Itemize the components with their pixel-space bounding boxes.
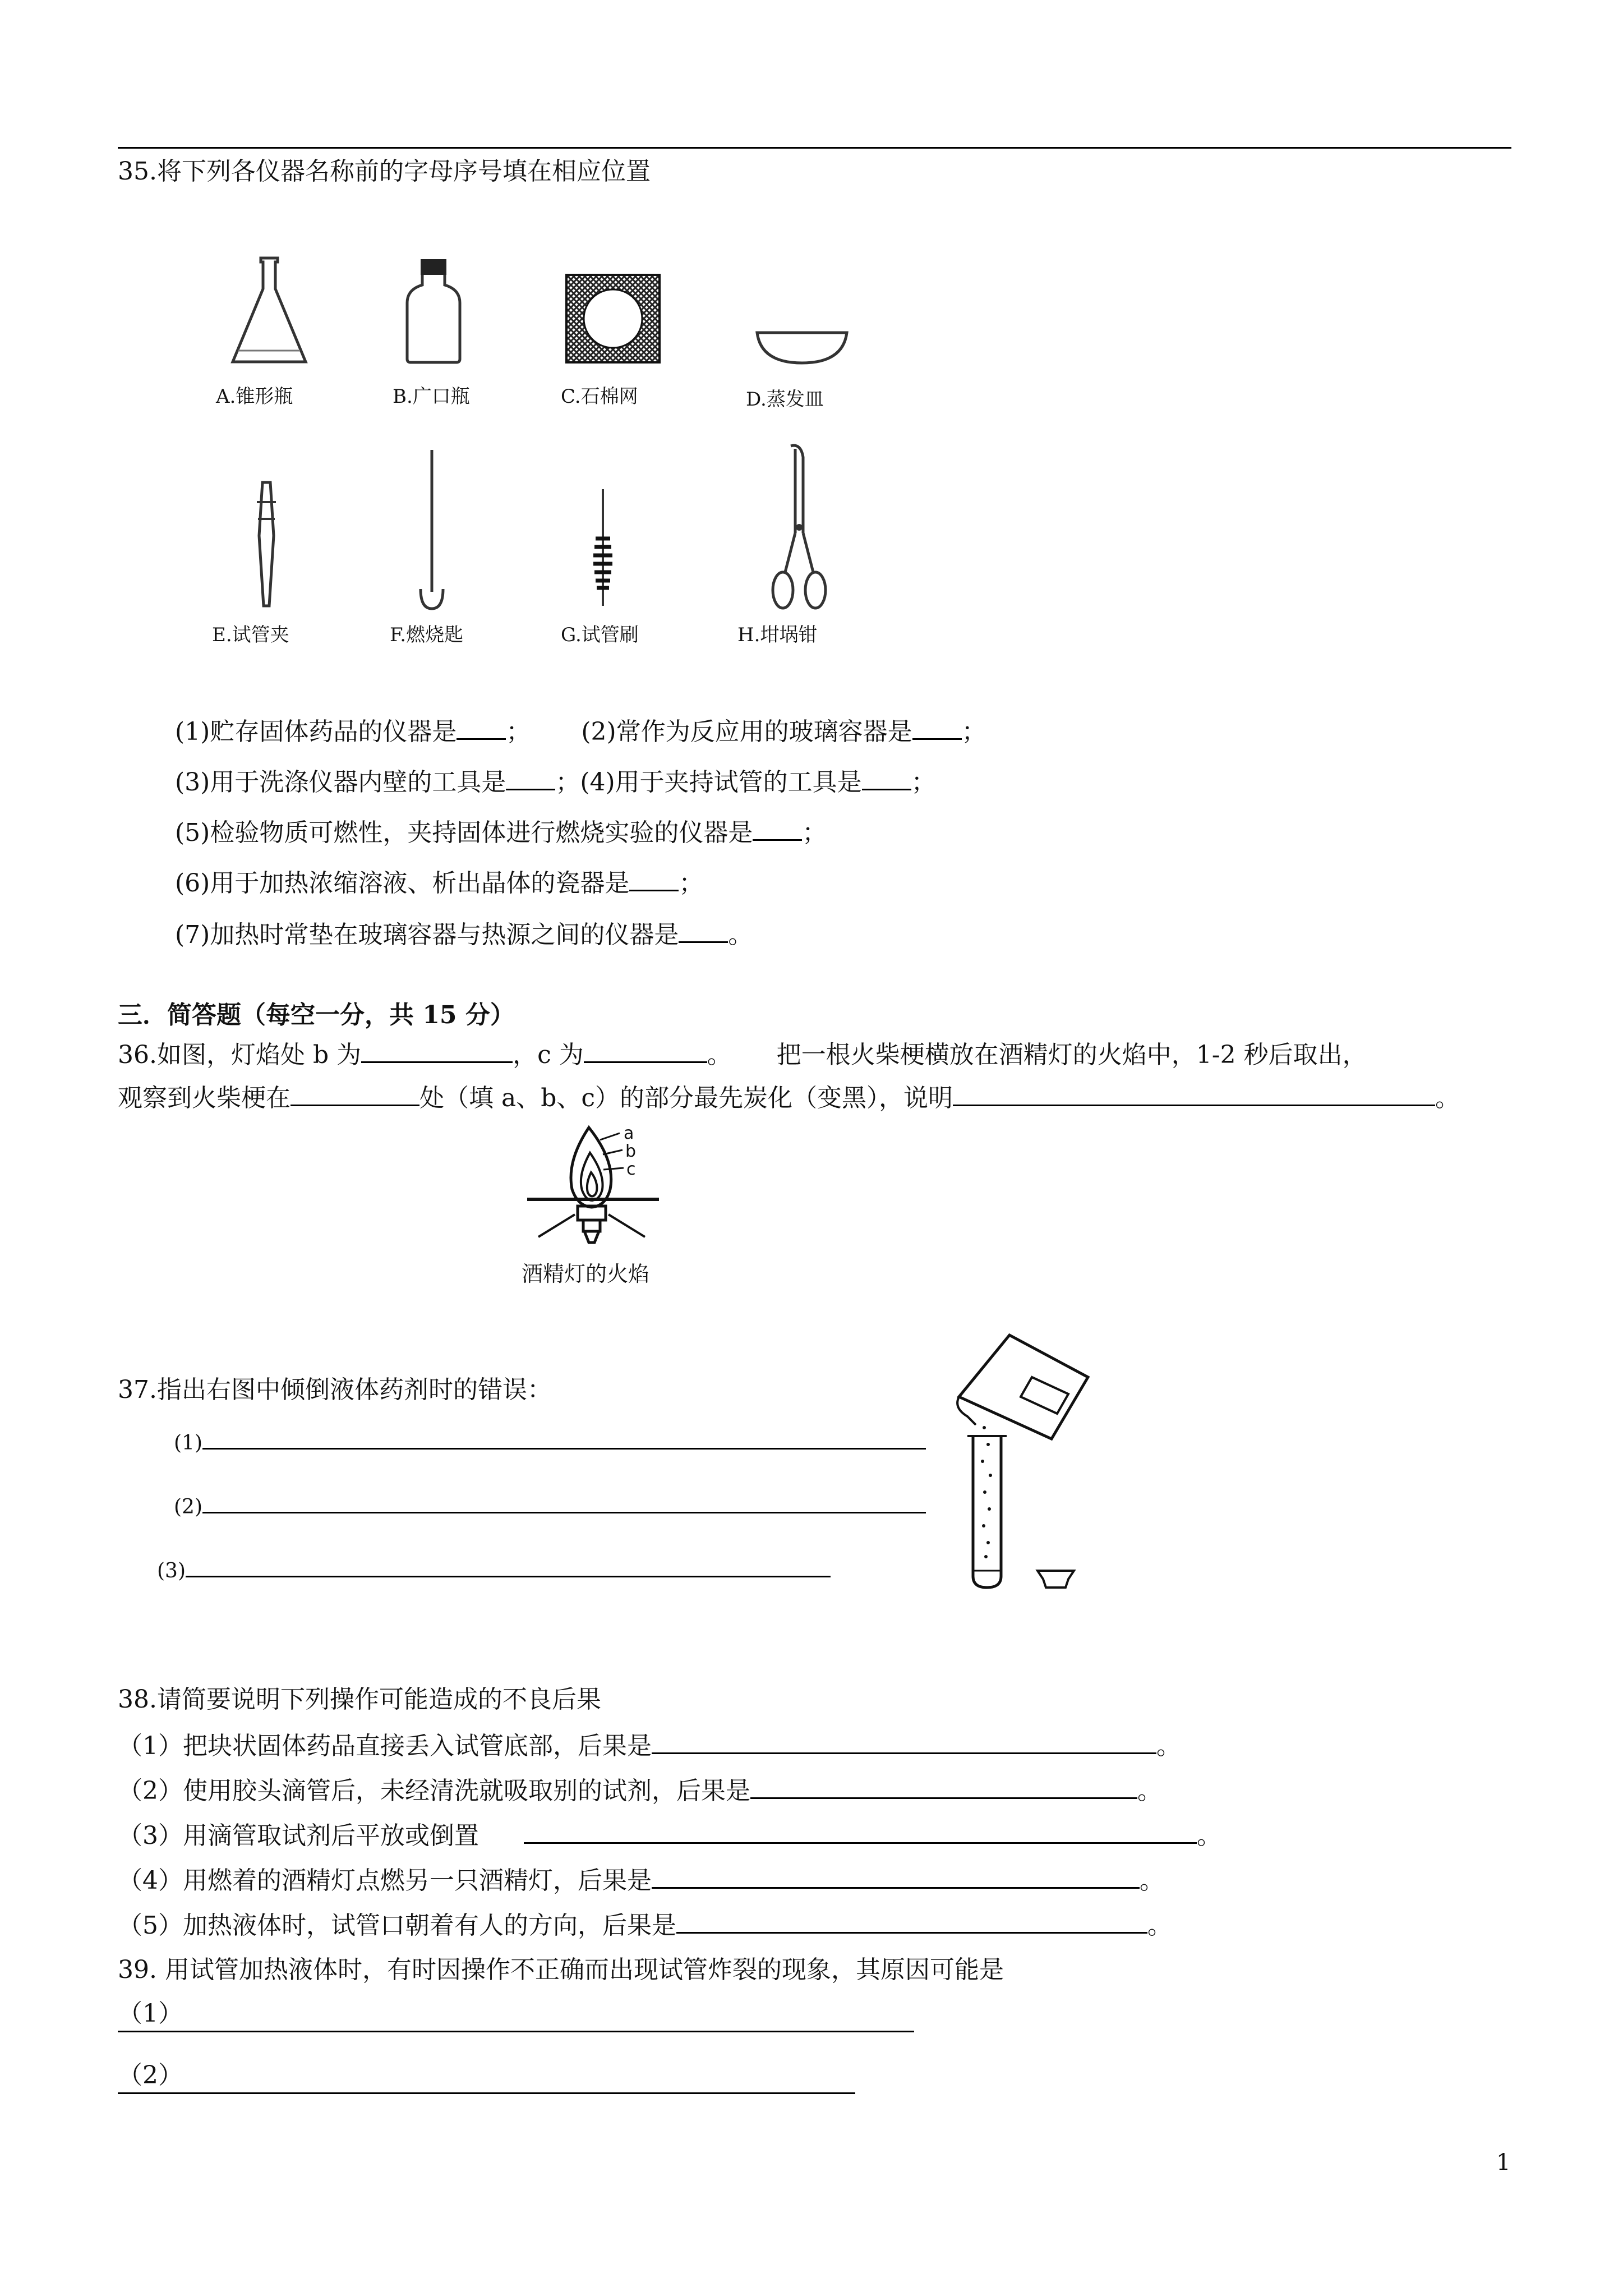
q39-item-2 (118, 2061, 855, 2103)
section-heading: 三．简答题（每空一分，共 15 分） (118, 1001, 515, 1029)
answer-line[interactable] (652, 1862, 1140, 1889)
answer-blank[interactable] (753, 815, 802, 841)
answer-line[interactable] (202, 1431, 926, 1450)
figure-caption: 酒精灯的火焰 (522, 1262, 650, 1286)
q35-title: 35.将下列各仪器名称前的字母序号填在相应位置 (118, 157, 651, 186)
instrument-label-c: C.石棉网 (561, 385, 638, 408)
answer-line[interactable] (186, 1559, 831, 1577)
q38-item-3: （3）用滴管取试剂后平放或倒置 。 (118, 1818, 1221, 1853)
q38-title: 38.请简要说明下列操作可能造成的不良后果 (118, 1685, 601, 1714)
instrument-label-f: F.燃烧匙 (390, 624, 464, 646)
answer-blank[interactable] (629, 865, 679, 891)
instrument-label-e: E.试管夹 (212, 624, 289, 646)
q38-item-5: （5）加热液体时，试管口朝着有人的方向，后果是 。 (118, 1907, 1172, 1943)
conical-flask-icon (227, 255, 311, 367)
q38-item-1: （1）把块状固体药品直接丢入试管底部，后果是 。 (118, 1728, 1181, 1763)
answer-line[interactable] (524, 1818, 1197, 1844)
q35-item-7: (7)加热时常垫在玻璃容器与热源之间的仪器是 。 (175, 917, 753, 952)
q35-item-3-4: (3)用于洗涤仪器内壁的工具是 ；(4)用于夹持试管的工具是 ； (175, 764, 936, 799)
test-tube-holder-icon (247, 480, 286, 609)
answer-blank[interactable] (361, 1037, 513, 1063)
flame-label-c: c (626, 1159, 636, 1179)
alcohol-lamp-flame-figure (522, 1122, 667, 1257)
q37-title: 37.指出右图中倾倒液体药剂时的错误： (118, 1375, 552, 1404)
instrument-label-a: A.锥形瓶 (216, 385, 293, 408)
q37-item-1: (1) (174, 1429, 926, 1457)
wide-mouth-bottle-icon (403, 258, 464, 365)
flame-label-a: a (624, 1124, 634, 1143)
q37-item-2: (2) (174, 1493, 926, 1521)
answer-line[interactable] (202, 1495, 926, 1513)
header-rule (118, 147, 1511, 149)
answer-line[interactable] (676, 1907, 1147, 1934)
answer-blank[interactable] (506, 764, 555, 790)
q36-line-2: 观察到火柴梗在 处（填 a、b、c）的部分最先炭化（变黑），说明 。 (118, 1080, 1460, 1115)
q35-item-1-2: (1)贮存固体药品的仪器是 ； (2)常作为反应用的玻璃容器是 ； (175, 714, 986, 749)
answer-line[interactable]: （1） (118, 2006, 914, 2032)
q39-item-1 (118, 1999, 914, 2041)
instrument-label-g: G.试管刷 (561, 624, 639, 646)
test-tube-brush-icon (583, 488, 623, 611)
q38-item-2: （2）使用胶头滴管后，未经清洗就吸取别的试剂，后果是 。 (118, 1773, 1162, 1808)
answer-line[interactable]: （2） (118, 2068, 855, 2094)
q39-title: 39. 用试管加热液体时，有时因操作不正确而出现试管炸裂的现象，其原因可能是 (118, 1955, 1004, 1984)
instrument-label-b: B.广口瓶 (393, 385, 470, 408)
flame-label-b: b (625, 1142, 637, 1161)
answer-blank[interactable] (862, 764, 911, 790)
answer-blank[interactable] (457, 714, 506, 740)
answer-line[interactable] (750, 1773, 1137, 1799)
q37-item-3: (3) (157, 1557, 831, 1585)
evaporating-dish-icon (754, 328, 850, 367)
pouring-liquid-figure (953, 1324, 1099, 1593)
instrument-label-d: D.蒸发皿 (746, 388, 824, 411)
instrument-label-h: H.坩埚钳 (737, 624, 818, 646)
q35-item-6: (6)用于加热浓缩溶液、析出晶体的瓷器是 ； (175, 865, 703, 900)
answer-blank[interactable] (679, 917, 728, 943)
answer-blank[interactable] (912, 714, 962, 740)
q35-item-5: (5)检验物质可燃性，夹持固体进行燃烧实验的仪器是 ； (175, 815, 827, 850)
asbestos-gauze-icon (565, 274, 661, 364)
crucible-tongs-icon (768, 443, 830, 617)
answer-line[interactable] (652, 1728, 1156, 1754)
combustion-spoon-icon (415, 449, 449, 611)
answer-blank[interactable] (584, 1037, 707, 1063)
answer-blank[interactable] (953, 1080, 1435, 1106)
page-number: 1 (1496, 2150, 1511, 2175)
q38-item-4: （4）用燃着的酒精灯点燃另一只酒精灯，后果是 。 (118, 1862, 1164, 1898)
q36-line-1: 36.如图，灯焰处 b 为 ，c 为 。 把一根火柴梗横放在酒精灯的火焰中，1-2 秒后取出， (118, 1037, 1367, 1072)
answer-blank[interactable] (291, 1080, 419, 1106)
